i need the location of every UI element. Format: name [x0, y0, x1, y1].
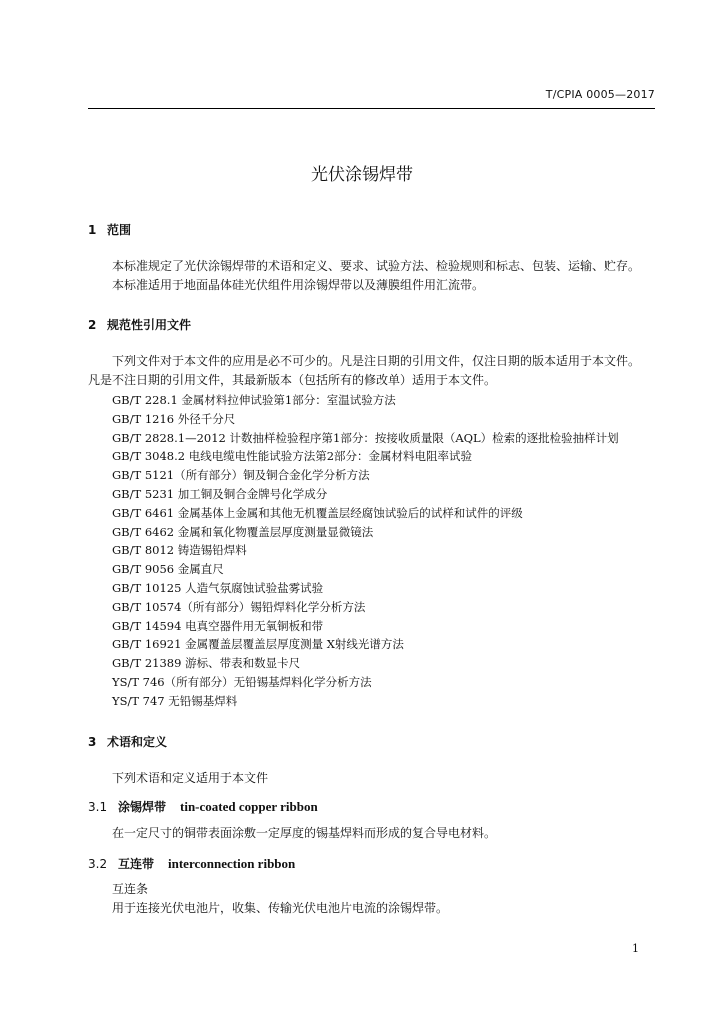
- paragraph-line: 本标准规定了光伏涂锡焊带的术语和定义、要求、试验方法、检验规则和标志、包装、运输、贮存。: [112, 259, 641, 273]
- term-name-en: tin-coated copper ribbon: [180, 799, 318, 814]
- term-name-en: interconnection ribbon: [168, 856, 296, 871]
- section-title: 术语和定义: [107, 735, 168, 749]
- definition-line: 用于连接光伏电池片，收集、传输光伏电池片电流的涂锡焊带。: [112, 901, 449, 915]
- section-title: 规范性引用文件: [107, 318, 192, 332]
- section-number: 1: [88, 223, 97, 237]
- reference-item: GB/T 5231 加工铜及铜合金牌号化学成分: [112, 486, 328, 501]
- reference-item: GB/T 10125 人造气氛腐蚀试验盐雾试验: [112, 580, 324, 595]
- reference-item: GB/T 21389 游标、带表和数显卡尺: [112, 656, 301, 671]
- section-2-heading: [88, 316, 191, 333]
- definition-line: 互连条: [112, 882, 149, 896]
- term-heading: [88, 855, 295, 872]
- term-number: 3.1: [88, 800, 108, 814]
- term-name-cn: 涂锡焊带: [118, 800, 167, 814]
- reference-item: GB/T 228.1 金属材料拉伸试验第1部分：室温试验方法: [112, 393, 396, 407]
- reference-item: GB/T 1216 外径千分尺: [112, 411, 236, 426]
- section-2-intro: [88, 352, 668, 390]
- document-title: 光伏涂锡焊带: [311, 165, 413, 185]
- header-rule: [88, 108, 655, 109]
- term-heading: [88, 798, 318, 815]
- term-definition: [112, 824, 682, 843]
- term-name-cn: 互连带: [118, 857, 155, 871]
- reference-item: GB/T 16921 金属覆盖层覆盖层厚度测量 X射线光谱方法: [112, 637, 404, 652]
- section-1-body: [88, 257, 658, 295]
- reference-item: GB/T 5121（所有部分）铜及铜合金化学分析方法: [112, 468, 370, 483]
- page-number: 1: [632, 942, 639, 955]
- reference-item: GB/T 3048.2 电线电缆电性能试验方法第2部分：金属材料电阻率试验: [112, 449, 473, 464]
- paragraph-line: 本标准适用于地面晶体硅光伏组件用涂锡焊带以及薄膜组件用汇流带。: [112, 278, 485, 292]
- reference-item: GB/T 10574（所有部分）锡铅焊料化学分析方法: [112, 599, 366, 614]
- section-3-heading: [88, 733, 167, 750]
- section-title: 范围: [107, 223, 132, 237]
- definition-line: 在一定尺寸的铜带表面涂敷一定厚度的锡基焊料而形成的复合导电材料。: [112, 826, 497, 840]
- section-3-intro: 下列术语和定义适用于本文件: [112, 771, 269, 785]
- paragraph-line: 凡是不注日期的引用文件，其最新版本（包括所有的修改单）适用于本文件。: [88, 373, 497, 387]
- paragraph-line: 下列文件对于本文件的应用是必不可少的。凡是注日期的引用文件，仅注日期的版本适用于本文件。: [112, 354, 641, 368]
- reference-item: GB/T 6461 金属基体上金属和其他无机覆盖层经腐蚀试验后的试样和试件的评级: [112, 505, 523, 520]
- reference-item: GB/T 8012 铸造锡铅焊料: [112, 543, 247, 558]
- reference-item: GB/T 6462 金属和氧化物覆盖层厚度测量显微镜法: [112, 524, 374, 539]
- standard-code: T/CPIA 0005—2017: [545, 88, 655, 101]
- section-1-heading: [88, 221, 131, 238]
- term-number: 3.2: [88, 857, 108, 871]
- section-number: 3: [88, 735, 97, 749]
- reference-item: YS/T 747 无铅锡基焊料: [112, 693, 238, 708]
- reference-item: GB/T 9056 金属直尺: [112, 562, 224, 577]
- reference-item: GB/T 2828.1—2012 计数抽样检验程序第1部分：按接收质量限（AQL）检索的逐批检验抽样计划: [112, 430, 619, 445]
- reference-item: YS/T 746（所有部分）无铅锡基焊料化学分析方法: [112, 674, 372, 689]
- normative-references-list: [112, 391, 619, 711]
- term-definition: [112, 880, 682, 918]
- reference-item: GB/T 14594 电真空器件用无氧铜板和带: [112, 618, 324, 633]
- section-number: 2: [88, 318, 97, 332]
